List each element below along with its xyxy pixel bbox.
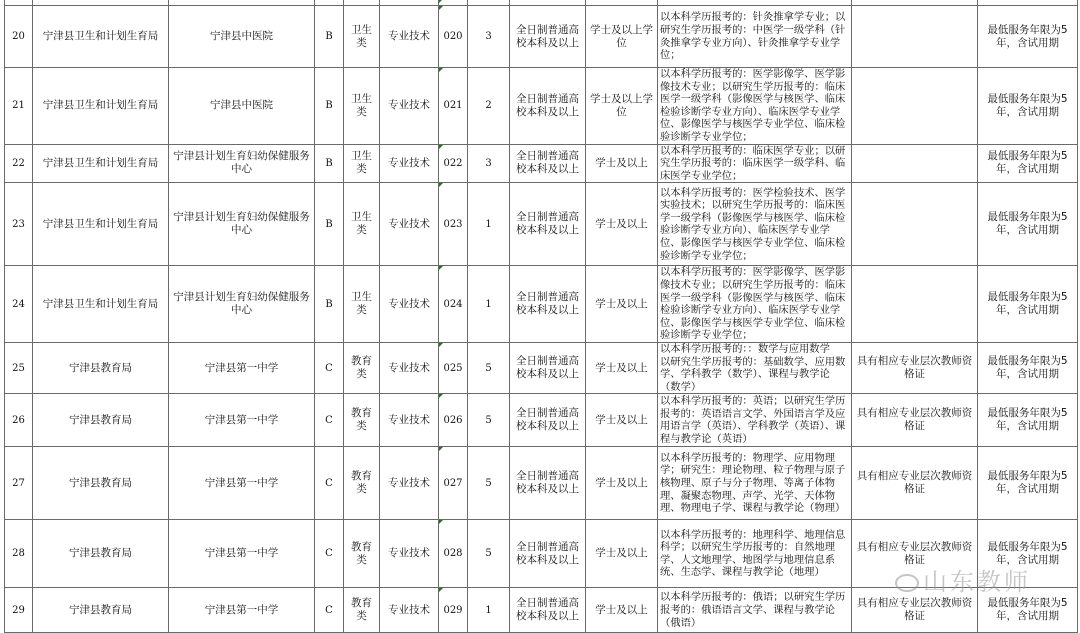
cell-note: 最低服务年限为5年，含试用期 [978, 266, 1078, 343]
cell-code: 028 [439, 520, 468, 588]
cell-type: 卫生类 [344, 6, 380, 68]
cell-cert [852, 266, 978, 343]
cell-cls: B [315, 183, 344, 266]
cell-degree: 学士及以上 [586, 520, 658, 588]
cell-note: 最低服务年限为5年，含试用期 [978, 520, 1078, 588]
cell-count: 2 [468, 68, 510, 145]
cell-req: 以本科学历报考的：医学检验技术、医学实验技术；以研究生学历报考的：临床医学一级学科（影像医学与核医学、临床检验诊断学专业方向）、临床医学专业学位、影像医学与核医学专业学位、临床检验诊断学专业学位； [658, 183, 852, 266]
cell-post: 专业技术 [380, 520, 439, 588]
cell-dept: 宁津县教育局 [33, 342, 169, 393]
cell-post: 专业技术 [380, 266, 439, 343]
wechat-icon [895, 574, 919, 592]
cell-post: 专业技术 [380, 342, 439, 393]
cell-req: 以本科学历报考的：针灸推拿学专业；以研究生学历报考的：中医学一级学科（针灸推拿学专业方向）、针灸推拿学专业学位； [658, 6, 852, 68]
cell-note: 最低服务年限为5年，含试用期 [978, 342, 1078, 393]
cell-cert: 具有相应专业层次教师资格证 [852, 394, 978, 447]
cell-req: 以本科学历报考的：英语；以研究生学历报考的：英语语言文学、外国语言学及应用语言学（英语）、学科教学（英语）、课程与教学论（英语） [658, 394, 852, 447]
cell-count: 3 [468, 6, 510, 68]
cell-cls: B [315, 144, 344, 183]
cell-unit: 宁津县中医院 [169, 6, 315, 68]
cell-edu: 全日制普通高校本科及以上 [510, 394, 586, 447]
cell-req: 以本科学历报考的：：数学与应用数学 以研究生学历报考的：基础数学、应用数学、学科教学（数学）、课程与教学论（数学） [658, 342, 852, 393]
cell-post: 专业技术 [380, 183, 439, 266]
cell-type: 卫生类 [344, 266, 380, 343]
cell-count: 1 [468, 588, 510, 633]
cell-count: 5 [468, 394, 510, 447]
cell-edu: 全日制普通高校本科及以上 [510, 588, 586, 633]
cell-no: 26 [5, 394, 33, 447]
cell-cls: C [315, 342, 344, 393]
table-row [5, 183, 1078, 266]
cell-req: 以本科学历报考的：俄语；以研究生学历报考的：俄语语言文学、课程与教学论（俄语） [658, 588, 852, 633]
table-row [5, 144, 1078, 183]
cell-no: 29 [5, 588, 33, 633]
cell-req: 以本科学历报考的：物理学、应用物理学；研究生：理论物理、粒子物理与原子核物理、原子与分子物理、等离子体物理、凝聚态物理、声学、光学、天体物理、物理电子学、课程与教学论（物理） [658, 447, 852, 520]
cell-degree: 学士及以上 [586, 588, 658, 633]
cell-dept: 宁津县卫生和计划生育局 [33, 183, 169, 266]
cell-edu: 全日制普通高校本科及以上 [510, 447, 586, 520]
cell-dept: 宁津县卫生和计划生育局 [33, 144, 169, 183]
cell-code: 027 [439, 447, 468, 520]
cell-count: 5 [468, 342, 510, 393]
cell-dept: 宁津县卫生和计划生育局 [33, 266, 169, 343]
cell-post: 专业技术 [380, 6, 439, 68]
cell-note: 最低服务年限为5年，含试用期 [978, 588, 1078, 633]
cell-dept: 宁津县教育局 [33, 394, 169, 447]
cell-unit: 宁津县第一中学 [169, 520, 315, 588]
cell-cert: 具有相应专业层次教师资格证 [852, 588, 978, 633]
cell-type: 教育类 [344, 394, 380, 447]
cell-unit: 宁津县第一中学 [169, 588, 315, 633]
cell-note: 最低服务年限为5年，含试用期 [978, 6, 1078, 68]
cell-unit: 宁津县中医院 [169, 68, 315, 145]
cell-count: 5 [468, 447, 510, 520]
recruitment-table [4, 0, 1078, 633]
cell-post: 专业技术 [380, 68, 439, 145]
cell-cert [852, 144, 978, 183]
cell-no: 21 [5, 68, 33, 145]
cell-post: 专业技术 [380, 144, 439, 183]
cell-count: 1 [468, 266, 510, 343]
watermark: 山东教师 [895, 570, 1031, 594]
cell-edu: 全日制普通高校本科及以上 [510, 266, 586, 343]
cell-dept: 宁津县卫生和计划生育局 [33, 68, 169, 145]
cell-req: 以本科学历报考的：医学影像学、医学影像技术专业；以研究生学历报考的：临床医学一级学科（影像医学与核医学、临床检验诊断学专业方向）、临床医学专业学位、影像医学与核医学专业学位、临床检验诊断学专业学位； [658, 68, 852, 145]
cell-post: 专业技术 [380, 394, 439, 447]
cell-degree: 学士及以上学位 [586, 6, 658, 68]
cell-cls: C [315, 447, 344, 520]
cell-dept: 宁津县教育局 [33, 447, 169, 520]
table-row [5, 342, 1078, 393]
table-row [5, 447, 1078, 520]
cell-cert: 具有相应专业层次教师资格证 [852, 520, 978, 588]
cell-cls: C [315, 520, 344, 588]
cell-cert [852, 183, 978, 266]
cell-note: 最低服务年限为5年，含试用期 [978, 394, 1078, 447]
table-row [5, 68, 1078, 145]
cell-code: 025 [439, 342, 468, 393]
cell-no: 27 [5, 447, 33, 520]
cell-count: 1 [468, 183, 510, 266]
cell-edu: 全日制普通高校本科及以上 [510, 68, 586, 145]
cell-cls: B [315, 266, 344, 343]
cell-code: 026 [439, 394, 468, 447]
cell-unit: 宁津县计划生育妇幼保健服务中心 [169, 183, 315, 266]
cell-post: 专业技术 [380, 588, 439, 633]
cell-edu: 全日制普通高校本科及以上 [510, 144, 586, 183]
table-row [5, 588, 1078, 633]
cell-req: 以本科学历报考的：临床医学专业；以研究生学历报考的：临床医学一级学科、临床医学专业学位； [658, 144, 852, 183]
cell-code: 022 [439, 144, 468, 183]
cell-no: 22 [5, 144, 33, 183]
cell-code: 023 [439, 183, 468, 266]
cell-type: 卫生类 [344, 144, 380, 183]
cell-cert: 具有相应专业层次教师资格证 [852, 447, 978, 520]
table-row [5, 6, 1078, 68]
cell-req: 以本科学历报考的：地理科学、地理信息科学；以研究生学历报考的：自然地理学、人文地理学、地图学与地理信息系统、生态学、课程与教学论（地理） [658, 520, 852, 588]
cell-degree: 学士及以上 [586, 144, 658, 183]
cell-code: 020 [439, 6, 468, 68]
cell-count: 3 [468, 144, 510, 183]
cell-degree: 学士及以上 [586, 394, 658, 447]
cell-no: 25 [5, 342, 33, 393]
cell-degree: 学士及以上 [586, 342, 658, 393]
cell-type: 教育类 [344, 342, 380, 393]
cell-post: 专业技术 [380, 447, 439, 520]
cell-type: 卫生类 [344, 183, 380, 266]
cell-cls: B [315, 6, 344, 68]
cell-dept: 宁津县教育局 [33, 588, 169, 633]
cell-cert: 具有相应专业层次教师资格证 [852, 342, 978, 393]
cell-edu: 全日制普通高校本科及以上 [510, 520, 586, 588]
table-row [5, 394, 1078, 447]
table-row [5, 266, 1078, 343]
cell-type: 教育类 [344, 447, 380, 520]
cell-no: 23 [5, 183, 33, 266]
cell-code: 024 [439, 266, 468, 343]
cell-edu: 全日制普通高校本科及以上 [510, 183, 586, 266]
cell-note: 最低服务年限为5年，含试用期 [978, 144, 1078, 183]
cell-unit: 宁津县第一中学 [169, 342, 315, 393]
cell-unit: 宁津县计划生育妇幼保健服务中心 [169, 266, 315, 343]
cell-dept: 宁津县教育局 [33, 520, 169, 588]
cell-code: 021 [439, 68, 468, 145]
cell-no: 28 [5, 520, 33, 588]
cell-no: 20 [5, 6, 33, 68]
cell-cls: C [315, 588, 344, 633]
cell-unit: 宁津县第一中学 [169, 394, 315, 447]
cell-type: 教育类 [344, 588, 380, 633]
cell-req: 以本科学历报考的：医学影像学、医学影像技术专业；以研究生学历报考的：临床医学一级学科（影像医学与核医学、临床检验诊断学专业方向）、临床医学专业学位、影像医学与核医学专业学位、临床检验诊断学专业学位； [658, 266, 852, 343]
cell-note: 最低服务年限为5年，含试用期 [978, 68, 1078, 145]
cell-unit: 宁津县第一中学 [169, 447, 315, 520]
cell-degree: 学士及以上 [586, 183, 658, 266]
cell-note: 最低服务年限为5年，含试用期 [978, 447, 1078, 520]
cell-degree: 学士及以上学位 [586, 68, 658, 145]
cell-code: 029 [439, 588, 468, 633]
cell-cert [852, 6, 978, 68]
cell-note: 最低服务年限为5年，含试用期 [978, 183, 1078, 266]
cell-type: 教育类 [344, 520, 380, 588]
cell-edu: 全日制普通高校本科及以上 [510, 342, 586, 393]
cell-cls: C [315, 394, 344, 447]
cell-unit: 宁津县计划生育妇幼保健服务中心 [169, 144, 315, 183]
cell-cls: B [315, 68, 344, 145]
cell-edu: 全日制普通高校本科及以上 [510, 6, 586, 68]
cell-count: 5 [468, 520, 510, 588]
cell-cert [852, 68, 978, 145]
cell-dept: 宁津县卫生和计划生育局 [33, 6, 169, 68]
cell-degree: 学士及以上 [586, 266, 658, 343]
cell-degree: 学士及以上 [586, 447, 658, 520]
cell-no: 24 [5, 266, 33, 343]
cell-type: 卫生类 [344, 68, 380, 145]
